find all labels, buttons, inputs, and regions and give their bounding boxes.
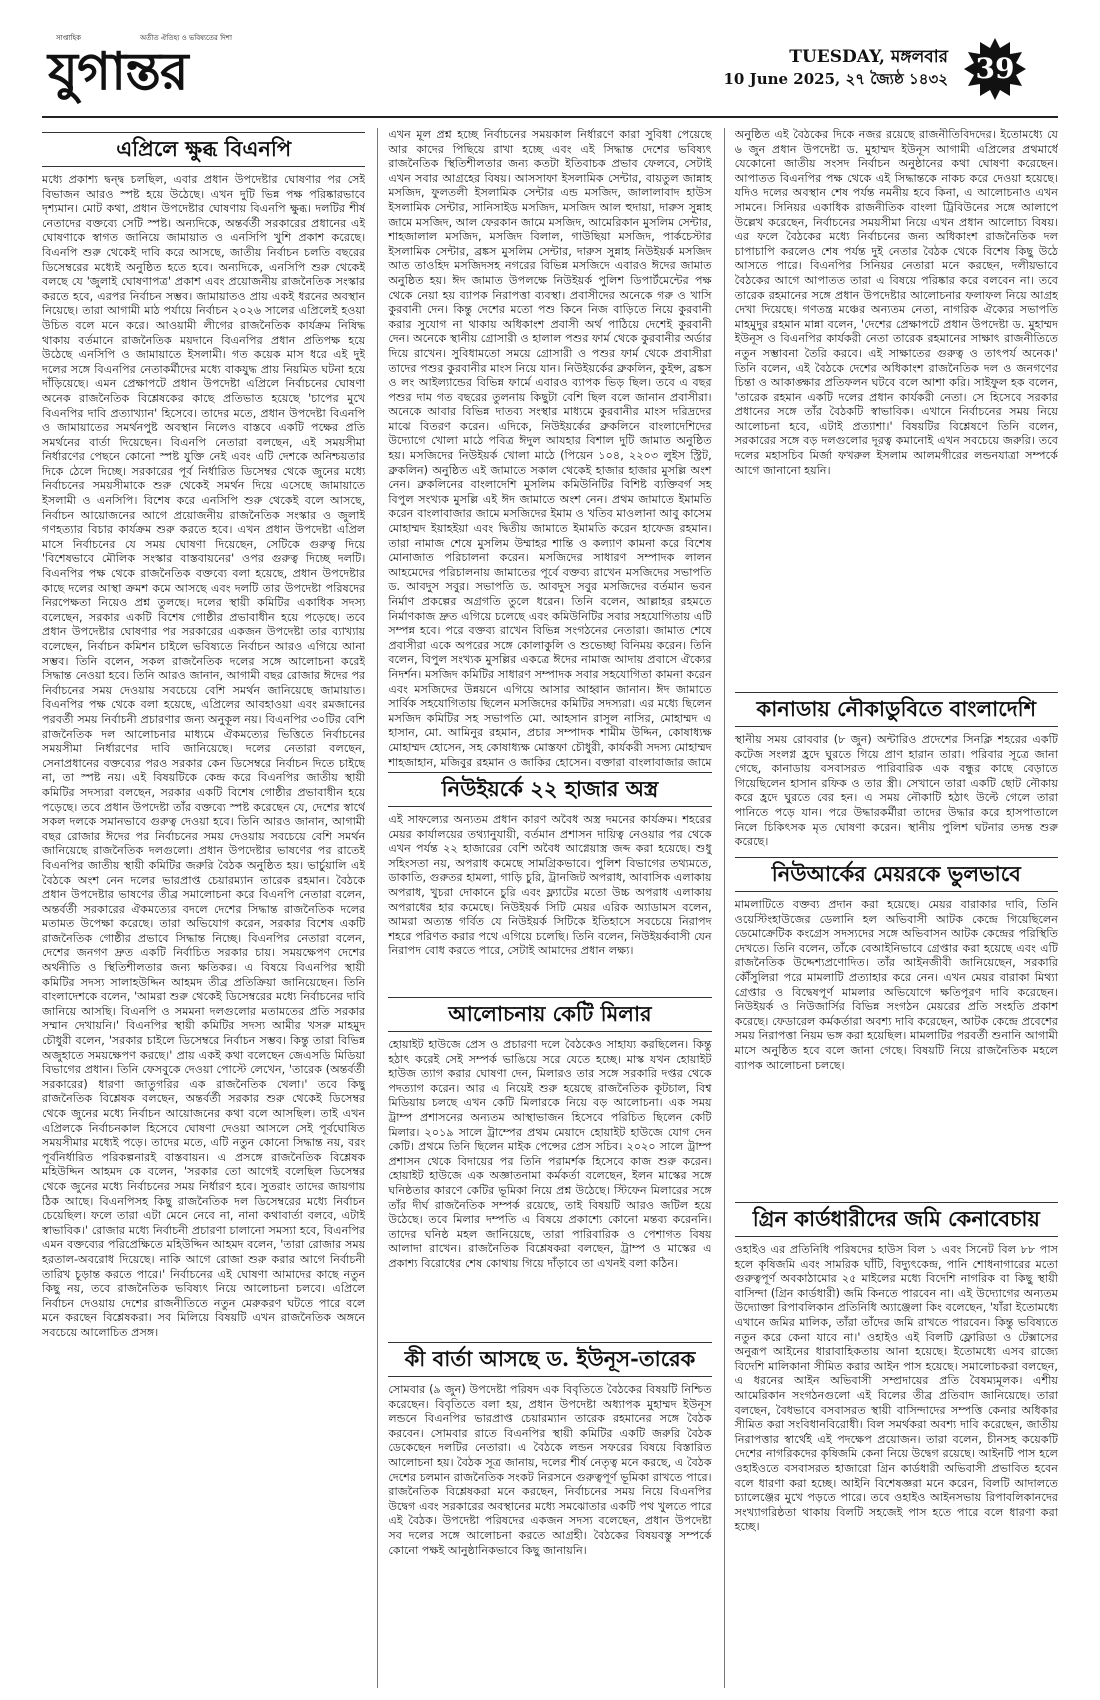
- column-1: [42, 128, 365, 1688]
- article-green-card-body: ওহাইও এর প্রতিনিধি পরিষদের হাউস বিল ১ এবং সিনেট বিল ৮৮ পাস হলে কৃষিজমি এবং সামরিক ঘাঁটি, বিদ্যুৎকেন্দ্র, পানি শোধনাগারের মতো গুরুত্বপূর্ণ অবকাঠামোর ২৫ মাইলের মধ্যে বিদেশি নাগরিক বা কিছু স্থায়ী বাসিন্দা (গ্রিন কার্ডধারী) জমি কিনতে পারবেন না। এই উদ্যোগের অন্যতম উদ্যোক্তা রিপাবলিকান প্রতিনিধি অ্যাঞ্জেলা কিং বলেছেন, 'যাঁরা ইতোমধ্যে এখানে জমির মালিক, তাঁরা তাঁদের জমি রাখতে পারবেন। কিন্তু ভবিষ্যতে নতুন করে কেনা যাবে না।' ওহাইও এই বিলটি ফ্লোরিডা ও টেক্সাসের অনুরূপ আইনের ধারাবাহিকতায় আনা হয়েছে। ইতোমধ্যে এসব রাজ্যে বিদেশি মালিকানা সীমিত করার আইন পাস হয়েছে। সমালোচকরা বলছেন, এ ধরনের আইন অভিবাসী সম্প্রদায়ের প্রতি বৈষম্যমূলক। এশীয় আমেরিকান সংগঠনগুলো এই বিলের তীব্র প্রতিবাদ জানিয়েছে। তারা বলছেন, বৈধভাবে বসবাসরত স্থায়ী বাসিন্দাদের সম্পত্তি কেনার অধিকার সীমিত করা সংবিধানবিরোধী। বিল সমর্থকরা অবশ্য দাবি করেছেন, জাতীয় নিরাপত্তার স্বার্থেই এই পদক্ষেপ প্রয়োজন। তারা বলেন, চীনসহ কয়েকটি দেশের নাগরিকদের কৃষিজমি কেনা নিয়ে উদ্বেগ রয়েছে। আইনটি পাস হলে ওহাইওতে বসবাসরত হাজারো গ্রিন কার্ডধারী অভিবাসী প্রভাবিত হবেন বলে ধারণা করা হচ্ছে। আইনি বিশেষজ্ঞরা মনে করেন, বিলটি আদালতে চ্যালেঞ্জের মুখে পড়তে পারে। তবে ওহাইও আইনসভায় রিপাবলিকানদের সংখ্যাগরিষ্ঠতা থাকায় বিলটি সহজেই পাস হতে পারে বলে ধারণা করা হচ্ছে।: [734, 1243, 1058, 1534]
- issue-day: TUESDAY, মঙ্গলবার: [789, 47, 948, 67]
- headline-newark-mayor: নিউআর্কের মেয়রকে ভুলভাবে: [735, 857, 1058, 892]
- headline-katie-miller: আলোচনায় কেটি মিলার: [388, 997, 711, 1032]
- article-bnp-body: মধ্যে প্রকাশ্য দ্বন্দ্ব চলছিল, এবার প্রধান উপদেষ্টার ঘোষণার পর সেই বিভাজন আরও স্পষ্ট হয়ে উঠেছে। এখন দুটি ভিন্ন পক্ষ পরিষ্কারভাবে দৃশ্যমান। মোট কথা, প্রধান উপদেষ্টার ঘোষণায় বিএনপি ক্ষুব্ধ। দলটির শীর্ষ নেতাদের বক্তব্যে সেটি স্পষ্ট। অন্যদিকে, অন্তর্বর্তী সরকারের প্রধানের এই ঘোষণাকে স্বাগত জানিয়ে জামায়াত ও এনসিপি খুশি প্রকাশ করেছে। বিএনপি শুরু থেকেই দাবি করে আসছে, জাতীয় নির্বাচন চলতি বছরের ডিসেম্বরের মধ্যেই অনুষ্ঠিত হতে হবে। অন্যদিকে, এনসিপি শুরু থেকেই বলছে যে 'জুলাই ঘোষণাপত্র' প্রকাশ এবং প্রয়োজনীয় রাজনৈতিক সংস্কার করতে হবে, এরপর নির্বাচন সম্ভব। জামায়াতও প্রায় একই ধরনের অবস্থান নিয়েছে। তারা আগামী মাঠ পর্যায়ে নির্বাচন ২০২৬ সালের এপ্রিলেই হওয়া উচিত বলে মনে করে। আওয়ামী লীগের রাজনৈতিক কার্যক্রম নিষিদ্ধ থাকায় বর্তমানে রাজনৈতিক ময়দানে বিএনপির প্রধান প্রতিপক্ষ হয়ে উঠেছে এনসিপি ও জামায়াতে ইসলামী। গত কয়েক মাস ধরে এই দুই দলের সঙ্গে বিএনপির নেতাকর্মীদের মধ্যে বাকযুদ্ধ প্রায় নিয়মিত ঘটনা হয়ে দাঁড়িয়েছে। এমন প্রেক্ষাপটে প্রধান উপদেষ্টা এপ্রিলে নির্বাচনের ঘোষণা অনেক রাজনৈতিক বিশ্লেষকের কাছে প্রতিভাত হয়েছে 'চাপের মুখে বিএনপির দাবি প্রত্যাখ্যান' হিসেবে। তাদের মতে, প্রধান উপদেষ্টা বিএনপি ও জামায়াতের সমর্থনপুষ্ট অবস্থান নিলেও বাস্তবে একটি পক্ষের প্রতি সমর্থনের বার্তা দিয়েছেন। বিএনপি নেতারা বলছেন, এই সময়সীমা নির্ধারণের পেছনে কোনো স্পষ্ট যুক্তি নেই এবং এটি দেশকে অনিশ্চয়তার দিকে ঠেলে দিচ্ছে। সরকারের পূর্ব নির্ধারিত ডিসেম্বর থেকে জুনের মধ্যে নির্বাচনের সময়সীমাকে শুরু থেকেই সমর্থন দিয়ে এসেছে জামায়াতে ইসলামী ও এনসিপি। বিশেষ করে এনসিপি শুরু থেকেই বলে আসছে, নির্বাচন আয়োজনের আগে প্রয়োজনীয় রাজনৈতিক সংস্কার ও জুলাই গণহত্যার বিচার কার্যক্রম শুরু করতে হবে। এখন প্রধান উপদেষ্টা এপ্রিল মাসে নির্বাচনের যে সময় ঘোষণা দিয়েছেন, সেটিকে গুরুত্ব দিয়ে 'বিশেষভাবে মৌলিক সংস্কার বাস্তবায়নের' ওপর গুরুত্ব দিচ্ছে দলটি। বিএনপির পক্ষ থেকে রাজনৈতিক বক্তব্যে বলা হয়েছে, প্রধান উপদেষ্টার কাছে দলের আস্থা ক্রমশ কমে আসছে এবং দলটি তার উপদেষ্টা পরিষদের নিরপেক্ষতা নিয়েও প্রশ্ন তুলছে। দলের স্থায়ী কমিটির একাধিক সদস্য বলেছেন, সরকার একটি বিশেষ গোষ্ঠীর প্রভাবাধীন হয়ে পড়েছে। তবে প্রধান উপদেষ্টার ঘোষণার পর সরকারের একজন উপদেষ্টা তার ব্যাখ্যায় বলেছেন, নির্বাচন কমিশন চাইলে ভবিষ্যতে নির্বাচন আরও এগিয়ে আনা সম্ভব। তিনি বলেন, সকল রাজনৈতিক দলের সঙ্গে আলোচনা করেই সিদ্ধান্ত নেওয়া হবে। তিনি আরও জানান, আগামী বছর রোজার ঈদের পর নির্বাচনের সময় দেওয়ায় সবচেয়ে বেশি সমর্থন জানিয়েছে জামায়াত। বিএনপির পক্ষ থেকে বলা হয়েছে, এপ্রিলের আবহাওয়া এবং রমজানের পরবর্তী সময় নির্বাচনী প্রচারণার জন্য অনুকূল নয়। বিএনপির ৩০টির বেশি রাজনৈতিক দল আলোচনার মাধ্যমে ঐকমত্যের ভিত্তিতে নির্বাচনের সময়সীমা নির্ধারণের দাবি জানিয়েছে। দলের নেতারা বলছেন, সেনাপ্রধানের বক্তব্যের পরও সরকার কেন ডিসেম্বরে নির্বাচন দিতে চাইছে না, তা স্পষ্ট নয়। এই বিষয়টিকে কেন্দ্র করে বিএনপির জাতীয় স্থায়ী কমিটির সদস্যরা বলছেন, সরকার একটি বিশেষ গোষ্ঠীর প্রভাবাধীন হয়ে পড়েছে। তবে প্রধান উপদেষ্টা তাঁর বক্তব্যে স্পষ্ট করেছেন যে, দেশের স্বার্থে সকল দলকে সমানভাবে গুরুত্ব দেওয়া হবে। তিনি আরও জানান, আগামী বছর রোজার ঈদের পর নির্বাচনের সময় দেওয়ায় সবচেয়ে বেশি সমর্থন জানিয়েছে রাজনৈতিক দলগুলো। প্রধান উপদেষ্টার ভাষণের পর রাতেই বিএনপির জাতীয় স্থায়ী কমিটির জরুরি বৈঠক অনুষ্ঠিত হয়। ভার্চুয়ালি এই বৈঠকে অংশ নেন দলের ভারপ্রাপ্ত চেয়ারম্যান তারেক রহমান। বৈঠকে প্রধান উপদেষ্টার ভাষণের তীব্র সমালোচনা করে বিএনপি নেতারা বলেন, অন্তর্বর্তী সরকারের ঐকমত্যের বদলে দেশের সিদ্ধান্ত রাজনৈতিক দলের মতামত উপেক্ষা করেছে। তারা অভিযোগ করেন, সরকার বিশেষ একটি রাজনৈতিক গোষ্ঠীর প্রভাবে সিদ্ধান্ত নিচ্ছে। বিএনপির নেতারা বলেন, দেশের জনগণ দ্রুত একটি নির্বাচিত সরকার চায়। সময়ক্ষেপণ দেশের অর্থনীতি ও স্থিতিশীলতার জন্য ক্ষতিকর। এ বিষয়ে বিএনপির স্থায়ী কমিটির সদস্য সালাহউদ্দিন আহমদ তীব্র প্রতিক্রিয়া জানিয়েছেন। তিনি বাংলাদেশকে বলেন, 'আমরা শুরু থেকেই ডিসেম্বরের মধ্যে নির্বাচনের দাবি জানিয়ে আসছি। বিএনপি ও সমমনা দলগুলোর মতামতের প্রতি সরকার সম্মান দেখায়নি।' বিএনপির স্থায়ী কমিটির সদস্য আমীর খসরু মাহমুদ চৌধুরী বলেন, 'সরকার চাইলে ডিসেম্বরে নির্বাচন সম্ভব। কিন্তু তারা বিভিন্ন অজুহাতে সময়ক্ষেপণ করছে।' প্রায় একই কথা বলেছেন জেএসডি মিডিয়া বিভাগের প্রধান। তিনি ফেসবুকে দেওয়া পোস্টে লেখেন, 'তারেক (অন্তর্বর্তী সরকারের) ধারণা জাতুগরির এক রাজনৈতিক খেলা।' তবে কিছু রাজনৈতিক বিশ্লেষক বলছেন, অন্তর্বর্তী সরকার শুরু থেকেই ডিসেম্বর থেকে জুনের মধ্যে নির্বাচন আয়োজনের কথা বলে আসছিল। তাই এখন এপ্রিলকে নির্বাচনকাল হিসেবে ঘোষণা দেওয়া আসলে সেই পূর্বঘোষিত সময়সীমার মধ্যেই পড়ে। তাদের মতে, এটি নতুন কোনো সিদ্ধান্ত নয়, বরং পূর্বনির্ধারিত পরিকল্পনারই বাস্তবায়ন। এ প্রসঙ্গে রাজনৈতিক বিশ্লেষক মহিউদ্দিন আহমদ কে বলেন, 'সরকার তো আগেই বলেছিল ডিসেম্বর থেকে জুনের মধ্যে নির্বাচনের সময় নির্ধারণ হবে। সুতরাং তাদের জায়গায় ঠিক আছে। বিএনপিসহ কিছু রাজনৈতিক দল ডিসেম্বরের মধ্যে নির্বাচন চেয়েছিল। ফলে তারা এটা মেনে নেবে না, নানা কথাবার্তা বলবে, এটাই স্বাভাবিক।' রোজার মধ্যে নির্বাচনী প্রচারণা চালানো সমস্যা হবে, বিএনপির এমন বক্তব্যের পরিপ্রেক্ষিতে মহিউদ্দিন আহমদ বলেন, 'তারা রোজার সময় হরতাল-অবরোধ দিয়েছে। নাকি আগে রোজা শুরু করার আগে নির্বাচনী তারিখ চূড়ান্ত করতে পারে।' নির্বাচনের এই ঘোষণা আমাদের কাছে নতুন কিছু নয়, তবে রাজনৈতিক ভবিষ্যৎ নিয়ে আলোচনা চলবে। এপ্রিলে নির্বাচন দেওয়ায় দেশের রাজনীতিতে নতুন মেরুকরণ ঘটতে পারে বলে মনে করছেন বিশ্লেষকরা। সব মিলিয়ে বিষয়টি এখন রাজনৈতিক অঙ্গনে সবচেয়ে আলোচিত প্রসঙ্গ।: [42, 173, 366, 1339]
- article-weapons-body: এই সাফল্যের অন্যতম প্রধান কারণ অবৈধ অস্ত্র দমনের কার্যক্রম। শহরের মেয়র কার্যালয়ের তথ্যানুযায়ী, বর্তমান প্রশাসন দায়িত্ব নেওয়ার পর থেকে এখন পর্যন্ত ২২ হাজারের বেশি অবৈধ আগ্নেয়াস্ত্র জব্দ করা হয়েছে। শুধু সহিংসতা নয়, অপরাধ কমেছে সামগ্রিকভাবে। পুলিশ বিভাগের তথ্যমতে, ডাকাতি, গুরুতর হামলা, গাড়ি চুরি, ট্রানজিট অপরাধ, আবাসিক এলাকায় অপরাধ, খুচরা দোকানে চুরি এবং ফ্ল্যাটের মতো উচ্চ অপরাধ এলাকায় অপরাধের হার কমেছে। নিউইয়র্ক সিটি মেয়র এরিক অ্যাডামস বলেন, আমরা অত্যন্ত গর্বিত যে নিউইয়র্ক সিটিকে ইতিহাসে সবচেয়ে নিরাপদ শহরে পরিণত করার পথে এগিয়ে চলেছি। তিনি বলেন, নিউইয়র্কবাসী যেন নিরাপদ বোধ করতে পারে, সেটাই আমাদের প্রধান লক্ষ্য।: [388, 813, 712, 958]
- page-number-badge: [962, 36, 1028, 102]
- article-katie-miller-body: হোয়াইট হাউজে প্রেস ও প্রচারণা দলে বৈঠকেও সাহায্য করছিলেন। কিন্তু হঠাৎ করেই সেই সম্পর্ক ভাঙিয়ে সরে যেতে হচ্ছে। মাস্ক যখন হোয়াইট হাউজ ত্যাগ করার ঘোষণা দেন, মিলারও তার সঙ্গে সরকারি দপ্তর থেকে পদত্যাগ করেন। আর এ নিয়েই শুরু হয়েছে রাজনৈতিক কূটচাল, বিশ্ব মিডিয়ায় চলছে এখন কেটি মিলারকে নিয়ে বড় আলোচনা। এক সময় ট্রাম্প প্রশাসনের অন্যতম আস্থাভাজন হিসেবে পরিচিত ছিলেন কেটি মিলার। ২০১৯ সালে ট্রাম্পের প্রথম মেয়াদে হোয়াইট হাউজে যোগ দেন কেটি। প্রথমে তিনি ছিলেন মাইক পেন্সের প্রেস সচিব। ২০২০ সালে ট্রাম্প প্রশাসন থেকে বিদায়ের পর তিনি পরামর্শক হিসেবে কাজ শুরু করেন। হোয়াইট হাউজে এক অজ্ঞাতনামা কর্মকর্তা বলেছেন, ইলন মাস্কের সঙ্গে ঘনিষ্ঠতার কারণে কেটির ভূমিকা নিয়ে প্রশ্ন উঠেছে। স্টিফেন মিলারের সঙ্গে তাঁর দীর্ঘ রাজনৈতিক সম্পর্ক রয়েছে, তাই বিষয়টি আরও জটিল হয়ে উঠেছে। তবে মিলার দম্পতি এ বিষয়ে প্রকাশ্যে কোনো মন্তব্য করেননি। তাদের ঘনিষ্ঠ মহল জানিয়েছে, তারা পারিবারিক ও পেশাগত বিষয় আলাদা রাখেন। রাজনৈতিক বিশ্লেষকরা বলছেন, ট্রাম্প ও মাস্কের এ প্রকাশ্য বিরোধের শেষ কোথায় গিয়ে দাঁড়াবে তা এখনই বলা কঠিন।: [388, 1038, 712, 1270]
- page-number: 39: [975, 52, 1015, 85]
- column-3: [724, 128, 1058, 1688]
- headline-bnp: এপ্রিলে ক্ষুব্ধ বিএনপি: [42, 132, 365, 167]
- article-meeting-continued: অনুষ্ঠিত এই বৈঠকের দিকে নজর রয়েছে রাজনীতিবিদদের। ইতোমধ্যে যে ৬ জুন প্রধান উপদেষ্টা ড. মুহাম্মদ ইউনূস আগামী এপ্রিলের প্রথমার্ধে যেকোনো জাতীয় সংসদ নির্বাচন অনুষ্ঠানের কথা ঘোষণা করেছেন। আপাতত বিএনপির পক্ষ থেকে এই সিদ্ধান্তকে নাকচ করে দেওয়া হয়েছে। যদিও দলের অবস্থান শেষ পর্যন্ত নমনীয় হবে কিনা, এ আলোচনাও এখন সামনে। সিনিয়র একাধিক রাজনীতিক বাংলা ট্রিবিউনের সঙ্গে আলাপে উল্লেখ করেছেন, নির্বাচনের সময়সীমা নিয়ে এখন প্রধান আলোচ্য বিষয়। এর ফলে বৈঠকের মধ্যে নির্বাচনের জন্য অধিকাংশ রাজনৈতিক দল চাপাচাপি করলেও শেষ পর্যন্ত দুই নেতার বৈঠক থেকে বিশেষ কিছু উঠে আসতে পারে। বিএনপির সিনিয়র নেতারা মনে করছেন, দলীয়ভাবে বৈঠকের আগে আপাতত তারা এ বিষয়ে পরিষ্কার করে বলবেন না। তবে তারেক রহমানের সঙ্গে প্রধান উপদেষ্টার আলোচনার ফলাফল নিয়ে আগ্রহ দেখা দিয়েছে। গণতন্ত্র মঞ্চের অন্যতম নেতা, নাগরিক ঐক্যের সভাপতি মাহমুদুর রহমান মান্না বলেন, 'দেশের প্রেক্ষাপটে প্রধান উপদেষ্টা ড. মুহাম্মদ ইউনূস ও বিএনপির কার্যকরী নেতা তারেক রহমানের সাক্ষাৎ রাজনীতিতে নতুন সম্ভাবনা তৈরি করবে। এই সাক্ষাতের গুরুত্ব ও তাৎপর্য অনেক।' তিনি বলেন, এই বৈঠকে দেশের অধিকাংশ রাজনৈতিক দল ও জনগণের চিন্তা ও আকাঙ্ক্ষার প্রতিফলন ঘটবে বলে আশা করি। সাইফুল হক বলেন, 'তারেক রহমান একটি দলের প্রধান কার্যকরী নেতা। সে হিসেবে সরকার প্রধানের সঙ্গে তাঁর বৈঠকটি স্বাভাবিক। এখানে নির্বাচনের সময় নিয়ে আলোচনা হবে, এটাই প্রত্যাশা।' বিষয়টির বিশ্লেষণে তিনি বলেন, সরকারের সঙ্গে বড় দলগুলোর দূরত্ব কমানোই এখন সবচেয়ে জরুরি। তবে দলের মহাসচিব মির্জা ফখরুল ইসলাম আলমগীরের লন্ডনযাত্রা সম্পর্কে আগে জানানো হয়নি।: [734, 128, 1058, 477]
- issue-date: 10 June 2025, ২৭ জ্যৈষ্ঠ ১৪৩২: [723, 70, 948, 88]
- article-yunus-tarek-body: সোমবার (৯ জুন) উপদেষ্টা পরিষদ এক বিবৃতিতে বৈঠকের বিষয়টি নিশ্চিত করেছেন। বিবৃতিতে বলা হয়, প্রধান উপদেষ্টা অধ্যাপক মুহাম্মদ ইউনূস লন্ডনে বিএনপির ভারপ্রাপ্ত চেয়ারম্যান তারেক রহমানের সঙ্গে বৈঠক করবেন। সোমবার রাতে বিএনপির স্থায়ী কমিটির একটি জরুরি বৈঠক ডেকেছেন দলটির নেতারা। এ বৈঠকে লন্ডন সফরের বিষয়ে বিস্তারিত আলোচনা হয়। বৈঠক সূত্র জানায়, দলের শীর্ষ নেতৃত্ব মনে করছে, এ বৈঠক দেশের চলমান রাজনৈতিক সংকট নিরসনে গুরুত্বপূর্ণ ভূমিকা রাখতে পারে। রাজনৈতিক বিশ্লেষকরা মনে করছেন, নির্বাচনের সময় নিয়ে বিএনপির উদ্বেগ এবং সরকারের অবস্থানের মধ্যে সমঝোতার একটি পথ খুলতে পারে এই বৈঠক। উপদেষ্টা পরিষদের একজন সদস্য বলেছেন, প্রধান উপদেষ্টা সব দলের সঙ্গে আলোচনা করতে আগ্রহী। বৈঠকের বিষয়বস্তু সম্পর্কে কোনো পক্ষই আনুষ্ঠানিকভাবে কিছু জানায়নি।: [388, 1383, 712, 1557]
- article-us-intro: এখন মূল প্রশ্ন হচ্ছে নির্বাচনের সময়কাল নির্ধারণে কারা সুবিধা পেয়েছে আর কাদের পিছিয়ে রাখা হচ্ছে এবং এই সিদ্ধান্ত দেশের ভবিষ্যৎ রাজনৈতিক স্থিতিশীলতার জন্য কতটা ইতিবাচক প্রভাব ফেলবে, সেটাই এখন সবার আগ্রহের বিষয়। আসসাফা ইসলামিক সেন্টার, বায়তুল জান্নাহ মসজিদ, ফুলতলী ইসলামিক সেন্টার এন্ড মসজিদ, জালালাবাদ হাউস ইসলামিক সেন্টার, সানিসাইড মসজিদ, মসজিদ আল হুদায়া, দারুস সুন্নাহ জামে মসজিদ, আল ফেরকান জামে মসজিদ, আমেরিকান মুসলিম সেন্টার, শাহজালাল মসজিদ, মসজিদ বিলাল, গাউছিয়া মসজিদ, পার্কচেস্টার ইসলামিক সেন্টার, ব্রঙ্কস মুসলিম সেন্টার, দারুস সুন্নাহ নিউইয়র্ক মসজিদ আত তাওহিদ মসজিদসহ নগরের বিভিন্ন মসজিদে এবারও ঈদের জামাত অনুষ্ঠিত হয়। ঈদ জামাত উপলক্ষে নিউইয়র্ক পুলিশ ডিপার্টমেন্টের পক্ষ থেকে নেয়া হয় ব্যাপক নিরাপত্তা ব্যবস্থা। প্রবাসীদের অনেকে গরু ও খাসি কুরবানী দেন। কিন্তু দেশের মতো পশু কিনে নিজ বাড়িতে নিয়ে কুরবানী করার সুযোগ না থাকায় অধিকাংশ প্রবাসী অর্থ পাঠিয়ে দেশেই কুরবানী দেন। অনেকে স্থানীয় গ্রোসারী ও হালাল পশুর ফার্ম থেকে কুরবানীর অর্ডার দিয়ে রাখেন। সুবিধামতো সময়ে গ্রোসারী ও পশুর ফার্ম থেকে প্রবাসীরা তাদের পশুর কুরবানীর মাংস নিয়ে যান। নিউইয়র্কের ব্রুকলিন, কুইন্স, ব্রঙ্কস ও লং আইল্যান্ডের বিভিন্ন ফার্মে এবারও ব্যাপক ভিড় ছিল। তবে এ বছর পশুর দাম গত বছরের তুলনায় কিছুটা বেশি ছিল বলে জানান প্রবাসীরা। অনেকে আবার বিভিন্ন দাতব্য সংস্থার মাধ্যমে কুরবানীর মাংস দরিদ্রদের মাঝে বিতরণ করেন। এদিকে, নিউইয়র্কের ব্রুকলিনে বাংলাদেশিদের উদ্যোগে খোলা মাঠে পবিত্র ঈদুল আযহার বিশাল দুটি জামাত অনুষ্ঠিত হয়। মসজিদের নিউইয়র্ক খোলা মাঠে (পিয়েন ১০৪, ২২০৩ লুইস স্ট্রিট, ব্রুকলিন) অনুষ্ঠিত এই জামাতে সকাল থেকেই হাজার হাজার মুসল্লি অংশ নেন। ব্রুকলিনের বাংলাদেশি মুসলিম কমিউনিটির বিশিষ্ট ব্যক্তিবর্গ সহ বিপুল সংখ্যক মুসল্লি এই ঈদ জামাতে অংশ নেন। প্রথম জামাতে ইমামতি করেন বাংলাবাজার জামে মসজিদের ইমাম ও খতিব মাওলানা আবু কাসেম মোহাম্মদ ইয়াহইয়া এবং দ্বিতীয় জামাতে ইমামতি করেন হাফেজ রহমান। তারা নামাজ শেষে মুসলিম উম্মাহর শান্তি ও কল্যাণ কামনা করে বিশেষ মোনাজাত পরিচালনা করেন। মসজিদের সাধারণ সম্পাদক লালন আহমেদের পরিচালনায় জামাতের পূর্বে বক্তব্য রাখেন মসজিদের সভাপতি ড. আবদুস সবুর। সভাপতি ড. আবদুস সবুর মসজিদের বর্তমান ভবন নির্মাণ প্রকল্পের অগ্রগতি তুলে ধরেন। তিনি বলেন, আল্লাহর রহমতে নির্মাণকাজ দ্রুত এগিয়ে চলেছে এবং কমিউনিটির সবার সহযোগিতায় এটি সম্পন্ন হবে। পরে বক্তব্য রাখেন বিভিন্ন সংগঠনের নেতারা। জামাত শেষে প্রবাসীরা একে অপরের সঙ্গে কোলাকুলি ও শুভেচ্ছা বিনিময় করেন। তিনি বলেন, বিপুল সংখ্যক মুসল্লির একত্রে ঈদের নামাজ আদায় প্রবাসে ঐক্যের নিদর্শন। মসজিদ কমিটির সাধারণ সম্পাদক সবার সহযোগিতা কামনা করেন এবং মসজিদের উন্নয়নে এগিয়ে আসার আহ্বান জানান। ঈদ জামাতে সার্বিক সহযোগিতায় ছিলেন মসজিদের কমিটির সদস্যরা। এর মধ্যে ছিলেন মসজিদ কমিটির সহ সভাপতি মো. আহসান রাসূল নাসির, মোহাম্মদ এ হাসান, মো. আমিনুর রহমান, প্রচার সম্পাদক শামীম উদ্দিন, কোষাধ্যক্ষ মোহাম্মদ হোসেন, সহ কোষাধ্যক্ষ মোস্তফা চৌধুরী, কার্যকরী সদস্য মোহাম্মদ শাহজাহান, মজিবুর রহমান ও জাকির হোসেন। বক্তারা বাংলাবাজার জামে: [388, 128, 712, 768]
- tagline-left: সাপ্তাহিক: [56, 34, 82, 42]
- tagline-right: অতীত ঐতিহ্য ও ভবিষ্যতের দিশা: [140, 34, 232, 42]
- article-canada-body: স্থানীয় সময় রোববার (৮ জুন) অন্টারিও প্রদেশের সিনক্লি শহরের একটি কটেজ সংলগ্ন হ্রদে ঘুরতে গিয়ে প্রাণ হারান তারা। পরিবার সূত্রে জানা গেছে, কানাডায় বসবাসরত পারিবারিক এক বন্ধুর কাছে বেড়াতে গিয়েছিলেন হাসান রফিক ও তার স্ত্রী। সেখানে তারা একটি ছোট নৌকায় করে হ্রদে ঘুরতে বের হন। এ সময় নৌকাটি হঠাৎ উল্টে গেলে তারা পানিতে পড়ে যান। পরে উদ্ধারকর্মীরা তাদের উদ্ধার করে হাসপাতালে নিলে চিকিৎসক মৃত ঘোষণা করেন। স্থানীয় পুলিশ ঘটনার তদন্ত শুরু করেছে।: [734, 733, 1058, 849]
- headline-yunus-tarek: কী বার্তা আসছে ড. ইউনূস-তারেক: [388, 1342, 711, 1377]
- article-newark-mayor-body: মামলাটিতে বক্তব্য প্রদান করা হয়েছে। মেয়র বারাকার দাবি, তিনি ওয়েস্টিংহাউজের ডেলানি হল অভিবাসী আটক কেন্দ্রে গিয়েছিলেন ডেমোক্রেটিক কংগ্রেস সদস্যদের সঙ্গে অভিবাসন আটক কেন্দ্রের পরিস্থিতি দেখতে। তিনি বলেন, তাঁকে বেআইনিভাবে গ্রেপ্তার করা হয়েছে এবং এটি রাজনৈতিক উদ্দেশ্যপ্রণোদিত। তাঁর আইনজীবী জানিয়েছেন, সরকারি কৌঁসুলিরা পরে মামলাটি প্রত্যাহার করে নেন। এখন মেয়র বারাকা মিথ্যা গ্রেপ্তার ও বিদ্বেষপূর্ণ মামলার অভিযোগে ক্ষতিপূরণ দাবি করেছেন। নিউইয়র্ক ও নিউজার্সির বিভিন্ন সংগঠন মেয়রের প্রতি সংহতি প্রকাশ করেছে। ফেডারেল কর্মকর্তারা অবশ্য দাবি করেছেন, আটক কেন্দ্রে প্রবেশের সময় নিরাপত্তা নিয়ম ভঙ্গ করা হয়েছিল। মামলাটির পরবর্তী শুনানি আগামী মাসে অনুষ্ঠিত হবে বলে জানা গেছে। বিষয়টি নিয়ে রাজনৈতিক মহলে ব্যাপক আলোচনা চলছে।: [734, 898, 1058, 1072]
- brand-name: যুগান্তর: [48, 41, 188, 102]
- dateline: [724, 46, 949, 90]
- column-2: [377, 128, 711, 1688]
- headline-canada: কানাডায় নৌকাডুবিতে বাংলাদেশি: [735, 692, 1058, 727]
- headline-weapons: নিউইয়র্কে ২২ হাজার অস্ত্র: [388, 772, 711, 807]
- masthead: [42, 28, 1058, 118]
- headline-green-card: গ্রিন কার্ডধারীদের জমি কেনাবেচায়: [735, 1202, 1058, 1237]
- newspaper-logo: [48, 32, 348, 108]
